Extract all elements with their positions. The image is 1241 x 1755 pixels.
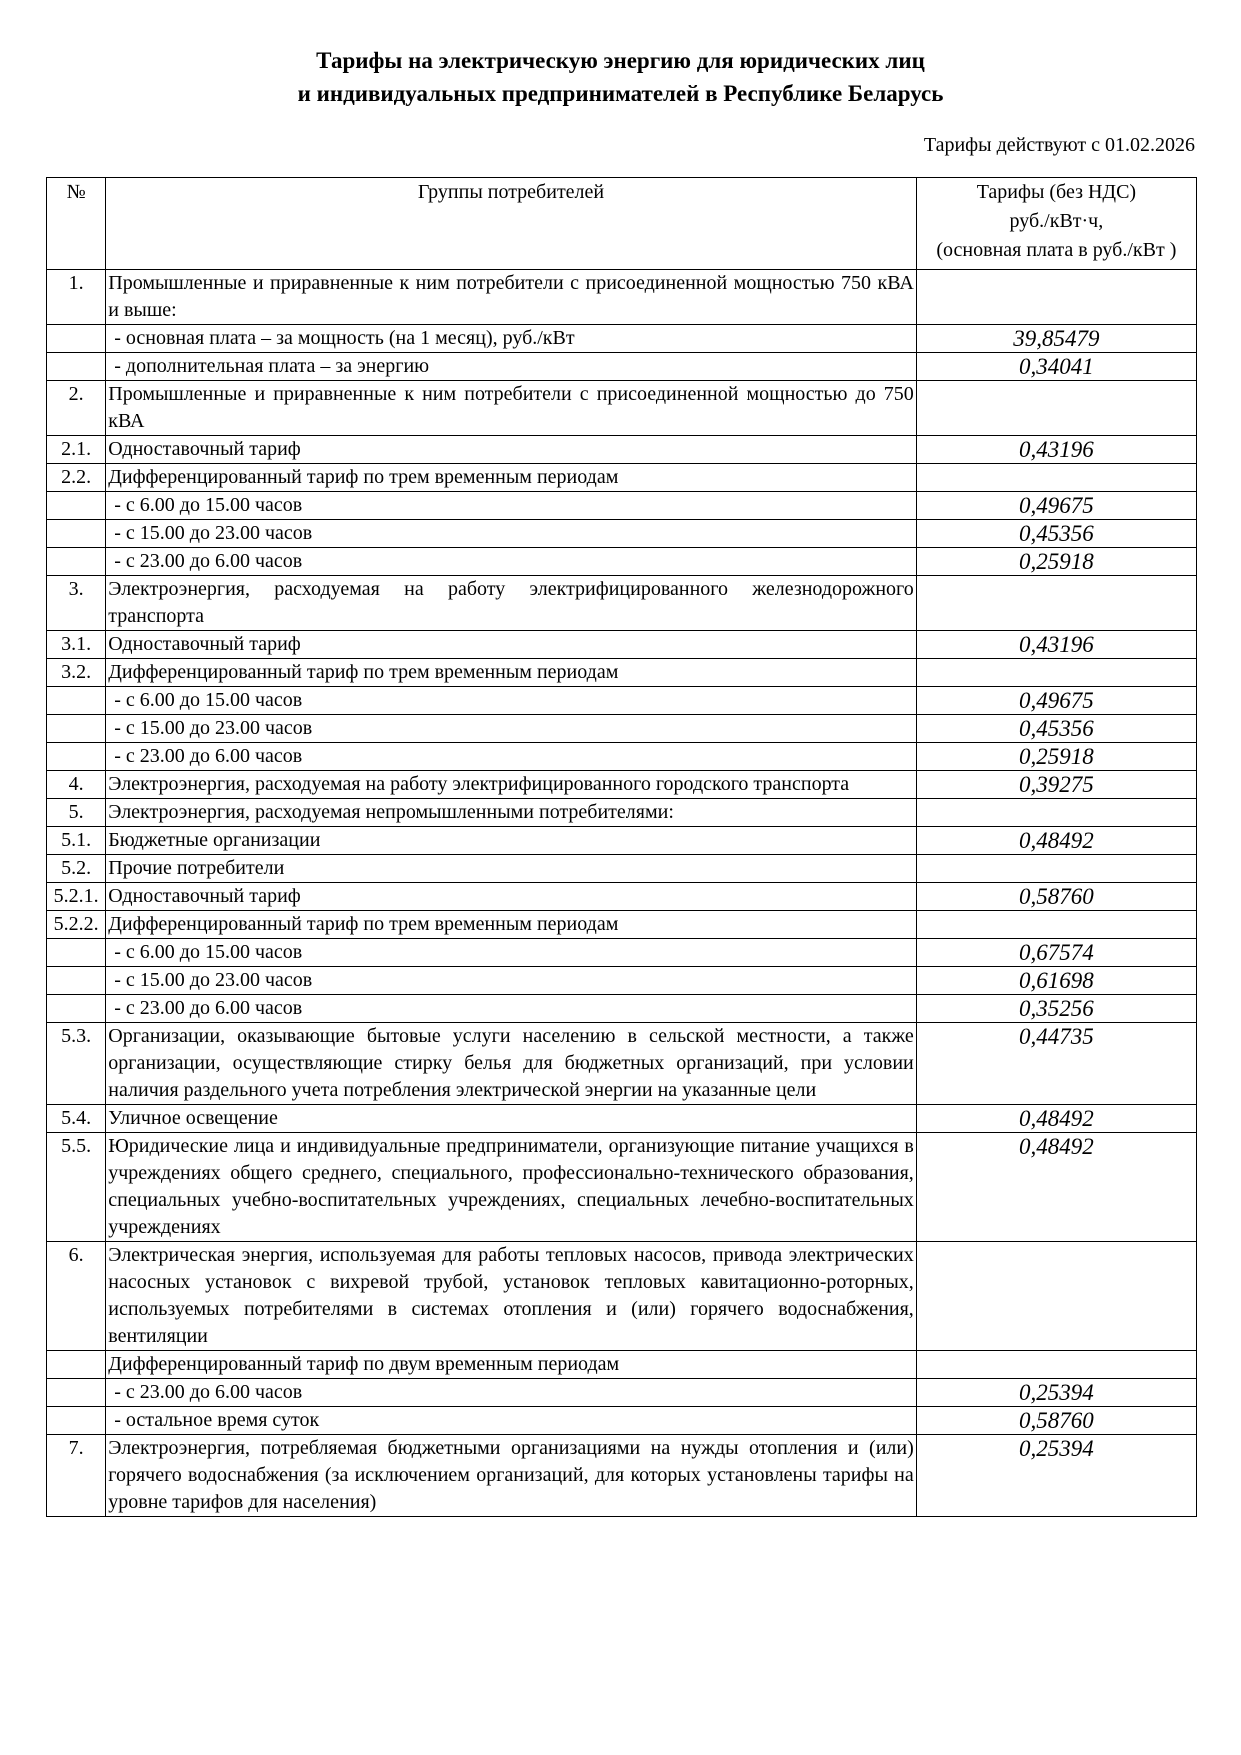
tariff-value: 0,44735 [916,1023,1196,1105]
row-number: 6. [47,1242,106,1351]
tariff-table-body [47,270,1197,1517]
consumer-group: - с 23.00 до 6.00 часов [106,995,917,1023]
consumer-group: Дифференцированный тариф по двум временным периодам [106,1351,917,1379]
table-row [47,1133,1197,1242]
row-number [47,1379,106,1407]
row-number [47,995,106,1023]
title-line-1: Тарифы на электрическую энергию для юридических лиц [316,48,925,73]
row-number: 2.1. [47,436,106,464]
table-row [47,548,1197,576]
consumer-group: - дополнительная плата – за энергию [106,353,917,381]
row-number: 3.2. [47,659,106,687]
consumer-group: Электроэнергия, расходуемая на работу электрифицированного городского транспорта [106,771,917,799]
consumer-group: Электроэнергия, расходуемая на работу электрифицированного железнодорожного транспорта [106,576,917,631]
tariff-value: 0,58760 [916,883,1196,911]
row-number [47,492,106,520]
tariff-table [46,177,1197,1517]
header-tariffs [916,178,1196,270]
row-number [47,967,106,995]
tariff-value: 39,85479 [916,325,1196,353]
tariff-value [916,1351,1196,1379]
tariff-value: 0,49675 [916,492,1196,520]
consumer-group: Промышленные и приравненные к ним потребители с присоединенной мощностью 750 кВА и выше: [106,270,917,325]
consumer-group: Уличное освещение [106,1105,917,1133]
tariff-value [916,270,1196,325]
consumer-group: Электроэнергия, потребляемая бюджетными организациями на нужды отопления и (или) горячего водоснабжения (за исключением организаций, для которых установлены тарифы на уровне тарифов для населения) [106,1435,917,1517]
row-number: 2.2. [47,464,106,492]
table-row [47,464,1197,492]
tariff-value: 0,25918 [916,548,1196,576]
tariff-value [916,855,1196,883]
consumer-group: - основная плата – за мощность (на 1 месяц), руб./кВт [106,325,917,353]
table-row [47,967,1197,995]
consumer-group: - остальное время суток [106,1407,917,1435]
table-row [47,1379,1197,1407]
tariff-value: 0,49675 [916,687,1196,715]
tariff-value: 0,43196 [916,631,1196,659]
row-number: 5.3. [47,1023,106,1105]
tariff-value: 0,61698 [916,967,1196,995]
tariff-value: 0,58760 [916,1407,1196,1435]
table-row [47,855,1197,883]
consumer-group: Одноставочный тариф [106,436,917,464]
row-number [47,1351,106,1379]
consumer-group: Дифференцированный тариф по трем временным периодам [106,464,917,492]
row-number [47,715,106,743]
table-row [47,1105,1197,1133]
tariff-value: 0,48492 [916,1133,1196,1242]
table-row [47,325,1197,353]
consumer-group: Прочие потребители [106,855,917,883]
table-row [47,743,1197,771]
table-row [47,687,1197,715]
row-number [47,939,106,967]
header-tariffs-line-3: (основная плата в руб./кВт ) [936,239,1177,261]
row-number [47,325,106,353]
row-number: 5.5. [47,1133,106,1242]
row-number: 4. [47,771,106,799]
row-number: 3. [47,576,106,631]
table-row [47,883,1197,911]
header-number: № [47,178,106,270]
consumer-group: - с 23.00 до 6.00 часов [106,743,917,771]
table-header-row [47,178,1197,270]
table-row [47,1242,1197,1351]
header-tariffs-line-1: Тарифы (без НДС) [976,181,1137,203]
consumer-group: Электрическая энергия, используемая для работы тепловых насосов, привода электрических насосных установок с вихревой трубой, установок тепловых кавитационно-роторных, используемых потребителями в системах отопления и (или) горячего водоснабжения, вентиляции [106,1242,917,1351]
row-number: 5.1. [47,827,106,855]
tariff-value [916,576,1196,631]
table-row [47,911,1197,939]
table-row [47,799,1197,827]
row-number [47,1407,106,1435]
consumer-group: - с 6.00 до 15.00 часов [106,939,917,967]
tariff-value: 0,48492 [916,827,1196,855]
consumer-group: Бюджетные организации [106,827,917,855]
consumer-group: Юридические лица и индивидуальные предприниматели, организующие питание учащихся в учреждениях общего среднего, специального, профессионально-технического образования, специальных учебно-воспитательных учреждениях, специальных лечебно-воспитательных учреждениях [106,1133,917,1242]
table-row [47,492,1197,520]
header-tariffs-line-2: руб./кВт·ч, [1009,210,1104,232]
table-row [47,436,1197,464]
consumer-group: Дифференцированный тариф по трем временным периодам [106,659,917,687]
row-number [47,687,106,715]
row-number: 5.2. [47,855,106,883]
title-line-2: и индивидуальных предпринимателей в Республике Беларусь [297,81,944,106]
tariff-value: 0,48492 [916,1105,1196,1133]
consumer-group: - с 23.00 до 6.00 часов [106,548,917,576]
consumer-group: Дифференцированный тариф по трем временным периодам [106,911,917,939]
consumer-group: - с 23.00 до 6.00 часов [106,1379,917,1407]
tariff-value [916,381,1196,436]
tariff-value: 0,25394 [916,1379,1196,1407]
row-number: 5. [47,799,106,827]
tariff-value: 0,25918 [916,743,1196,771]
table-row [47,715,1197,743]
table-row [47,659,1197,687]
tariff-value [916,659,1196,687]
row-number: 1. [47,270,106,325]
row-number [47,353,106,381]
table-row [47,1407,1197,1435]
table-row [47,353,1197,381]
tariff-value: 0,45356 [916,520,1196,548]
tariff-value: 0,45356 [916,715,1196,743]
effective-date-note: Тарифы действуют с 01.02.2026 [923,134,1195,156]
row-number [47,743,106,771]
consumer-group: - с 6.00 до 15.00 часов [106,687,917,715]
table-row [47,827,1197,855]
table-row [47,520,1197,548]
table-row [47,1435,1197,1517]
table-row [47,995,1197,1023]
consumer-group: - с 15.00 до 23.00 часов [106,715,917,743]
consumer-group: Одноставочный тариф [106,883,917,911]
table-row [47,381,1197,436]
table-row [47,1023,1197,1105]
table-row [47,1351,1197,1379]
table-row [47,576,1197,631]
consumer-group: - с 15.00 до 23.00 часов [106,520,917,548]
tariff-value [916,1242,1196,1351]
row-number [47,548,106,576]
table-row [47,939,1197,967]
row-number: 5.2.2. [47,911,106,939]
row-number: 3.1. [47,631,106,659]
row-number: 7. [47,1435,106,1517]
tariff-value: 0,39275 [916,771,1196,799]
document-title [0,44,1241,110]
tariff-value: 0,35256 [916,995,1196,1023]
row-number [47,520,106,548]
header-consumer-groups: Группы потребителей [106,178,917,270]
consumer-group: Одноставочный тариф [106,631,917,659]
consumer-group: - с 15.00 до 23.00 часов [106,967,917,995]
tariff-value [916,464,1196,492]
consumer-group: Промышленные и приравненные к ним потребители с присоединенной мощностью до 750 кВА [106,381,917,436]
tariff-value [916,911,1196,939]
consumer-group: Электроэнергия, расходуемая непромышленными потребителями: [106,799,917,827]
table-row [47,631,1197,659]
consumer-group: Организации, оказывающие бытовые услуги населению в сельской местности, а также организации, осуществляющие стирку белья для бюджетных организаций, при условии наличия раздельного учета потребления электрической энергии на указанные цели [106,1023,917,1105]
consumer-group: - с 6.00 до 15.00 часов [106,492,917,520]
tariff-value: 0,25394 [916,1435,1196,1517]
row-number: 5.2.1. [47,883,106,911]
row-number: 5.4. [47,1105,106,1133]
table-row [47,270,1197,325]
tariff-value: 0,43196 [916,436,1196,464]
tariff-value: 0,34041 [916,353,1196,381]
table-row [47,771,1197,799]
row-number: 2. [47,381,106,436]
tariff-value: 0,67574 [916,939,1196,967]
tariff-value [916,799,1196,827]
